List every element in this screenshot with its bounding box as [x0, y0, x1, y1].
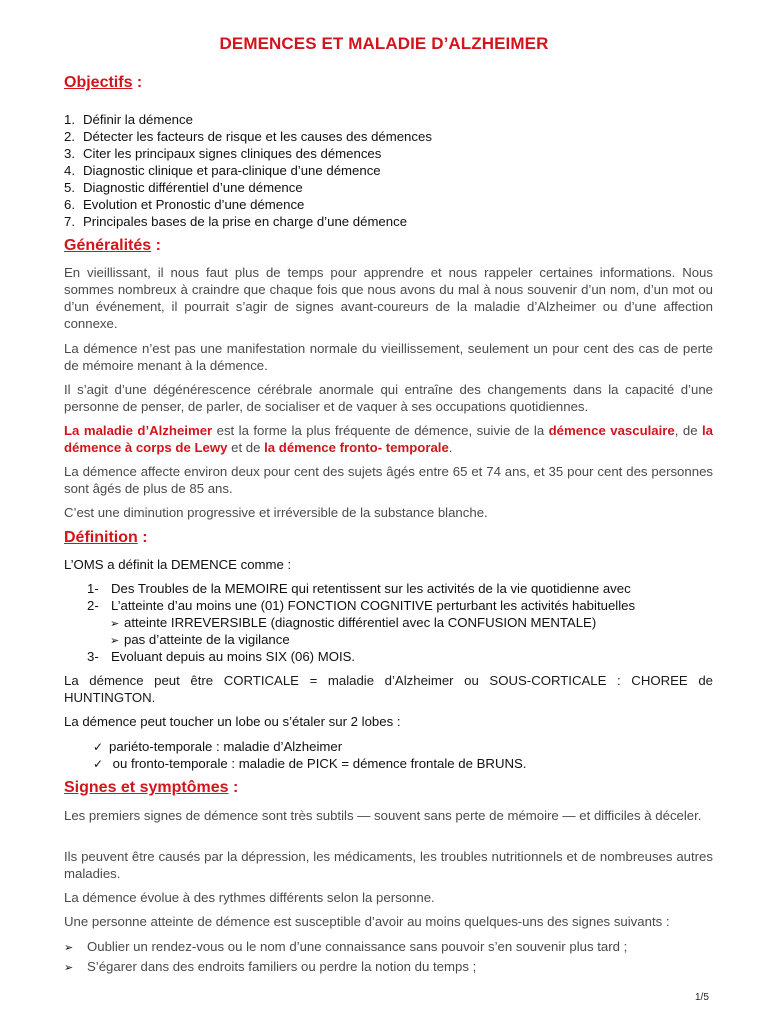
checkmark-icon: ✓ — [93, 757, 104, 771]
list-text: pas d’atteinte de la vigilance — [124, 632, 290, 647]
list-item — [64, 162, 381, 179]
section-heading-signes — [64, 779, 238, 797]
text-run: est la forme la plus fréquente de démence, suivie de la — [212, 423, 549, 438]
paragraph-text: Les premiers signes de démence sont très subtils — souvent sans perte de mémoire — et difficiles à déceler. — [64, 808, 702, 823]
list-number: 4. — [64, 163, 75, 178]
list-item — [87, 580, 631, 597]
list-item — [87, 597, 635, 614]
list-number: 7. — [64, 214, 75, 229]
list-item — [64, 128, 432, 145]
list-text: Principales bases de la prise en charge d’une démence — [83, 214, 408, 229]
document-title: DEMENCES ET MALADIE D’ALZHEIMER — [219, 34, 549, 53]
list-text: Citer les principaux signes cliniques des démences — [83, 146, 382, 161]
list-text: ou fronto-temporale : maladie de PICK = démence frontale de BRUNS. — [109, 756, 527, 771]
paragraph — [64, 889, 713, 906]
list-item — [64, 111, 193, 128]
arrow-bullet-icon: ➢ — [110, 618, 120, 630]
checkmark-icon: ✓ — [93, 740, 104, 754]
paragraph-text: En vieillissant, il nous faut plus de temps pour apprendre et nous rappeler certaines informations. Nous sommes nombreux à craindre que chaque fois que nous avons du mal à nous souvenir d’un nom, d’un mot ou d’un événement, il pourrait s’agir de signes avant-coureurs de la maladie d’Alzheimer ou d’une affection connexe. — [64, 265, 713, 331]
paragraph-text: C’est une diminution progressive et irréversible de la substance blanche. — [64, 505, 488, 520]
list-item — [64, 145, 381, 162]
paragraph — [64, 422, 713, 456]
list-item — [87, 648, 355, 665]
paragraph — [64, 672, 713, 706]
list-text: Oublier un rendez-vous ou le nom d’une connaissance sans pouvoir s’en souvenir plus tard ; — [87, 939, 628, 954]
arrow-bullet-icon: ➢ — [64, 942, 74, 954]
heading-colon: : — [137, 529, 148, 546]
bullet-list-item — [64, 938, 627, 957]
paragraph — [64, 504, 713, 521]
paragraph-text: La démence évolue à des rythmes différents selon la personne. — [64, 890, 435, 905]
list-text: Evoluant depuis au moins SIX (06) MOIS. — [111, 649, 356, 664]
heading-text: Définition — [64, 529, 138, 546]
list-text: Evolution et Pronostic d’une démence — [83, 197, 305, 212]
list-number: 5. — [64, 180, 75, 195]
heading-colon: : — [151, 237, 161, 254]
paragraph-text: Il s’agit d’une dégénérescence cérébrale anormale qui entraîne des changements dans la capacité d’une personne de penser, de parler, de socialiser et de vaquer à ses occupations quotidiennes. — [64, 382, 713, 414]
text-run: et de — [227, 440, 265, 455]
arrow-bullet-icon: ➢ — [110, 635, 120, 647]
paragraph-text — [64, 422, 713, 456]
list-text: S’égarer dans des endroits familiers ou perdre la notion du temps ; — [87, 959, 477, 974]
list-text: Définir la démence — [83, 112, 193, 127]
highlight-term: La maladie d’Alzheimer — [64, 423, 213, 438]
list-number: 6. — [64, 197, 75, 212]
highlight-term: démence vasculaire — [548, 423, 675, 438]
section-heading-definition — [64, 529, 148, 547]
heading-text: Objectifs — [64, 74, 133, 91]
list-text: atteinte IRREVERSIBLE (diagnostic différentiel avec la CONFUSION MENTALE) — [124, 615, 597, 630]
list-number: 3. — [64, 146, 75, 161]
paragraph — [64, 381, 713, 415]
paragraph-text: La démence affecte environ deux pour cent des sujets âgés entre 65 et 74 ans, et 35 pour cent des personnes sont âgés de plus de 85 ans. — [64, 464, 713, 496]
paragraph — [64, 807, 713, 824]
highlight-term: la démence fronto- temporale — [264, 440, 449, 455]
paragraph-text: Une personne atteinte de démence est susceptible d’avoir au moins quelques-uns des signes suivants : — [64, 914, 670, 929]
check-list-item — [93, 738, 342, 756]
list-number: 3- — [87, 649, 99, 664]
list-number: 1- — [87, 581, 99, 596]
paragraph — [64, 463, 713, 497]
paragraph-text: La démence peut toucher un lobe ou s’étaler sur 2 lobes : — [64, 714, 401, 729]
heading-colon: : — [228, 779, 239, 796]
paragraph — [64, 848, 713, 882]
list-number: 2. — [64, 129, 75, 144]
paragraph — [64, 913, 713, 930]
heading-text: Signes et symptômes — [64, 779, 229, 796]
arrow-bullet-icon: ➢ — [64, 962, 74, 974]
list-number: 2- — [87, 598, 99, 613]
list-text: Diagnostic clinique et para-clinique d’une démence — [83, 163, 381, 178]
paragraph-text: La démence n’est pas une manifestation normale du vieillissement, seulement un pour cent des cas de perte de mémoire menant à la démence. — [64, 341, 713, 373]
list-number: 1. — [64, 112, 75, 127]
paragraph-text: La démence peut être CORTICALE = maladie d’Alzheimer ou SOUS-CORTICALE : CHOREE de HUNTINGTON. — [64, 673, 713, 705]
text-run: . — [448, 440, 453, 455]
list-text: L’atteinte d’au moins une (01) FONCTION COGNITIVE perturbant les activités habituelles — [111, 598, 636, 613]
list-item — [64, 196, 304, 213]
paragraph — [64, 264, 713, 332]
paragraph-text: Ils peuvent être causés par la dépression, les médicaments, les troubles nutritionnels et de nombreuses autres maladies. — [64, 849, 713, 881]
check-list-item — [93, 755, 526, 773]
text-run: , de — [674, 423, 703, 438]
list-text: Diagnostic différentiel d’une démence — [83, 180, 303, 195]
list-item — [64, 213, 407, 230]
bullet-list-item — [64, 958, 476, 977]
list-text: Des Troubles de la MEMOIRE qui retentissent sur les activités de la vie quotidienne avec — [111, 581, 631, 596]
section-heading-objectifs — [64, 74, 142, 92]
page-number: 1/5 — [695, 992, 709, 1003]
section-heading-generalites — [64, 237, 161, 255]
heading-colon: : — [132, 74, 143, 91]
list-item — [64, 179, 303, 196]
list-text: pariéto-temporale : maladie d’Alzheimer — [109, 739, 343, 754]
highlight-term: la démence à corps de Lewy — [64, 423, 714, 455]
heading-text: Généralités — [64, 237, 152, 254]
list-text: Détecter les facteurs de risque et les causes des démences — [83, 129, 432, 144]
definition-intro: L’OMS a définit la DEMENCE comme : — [64, 557, 292, 572]
paragraph — [64, 340, 713, 374]
